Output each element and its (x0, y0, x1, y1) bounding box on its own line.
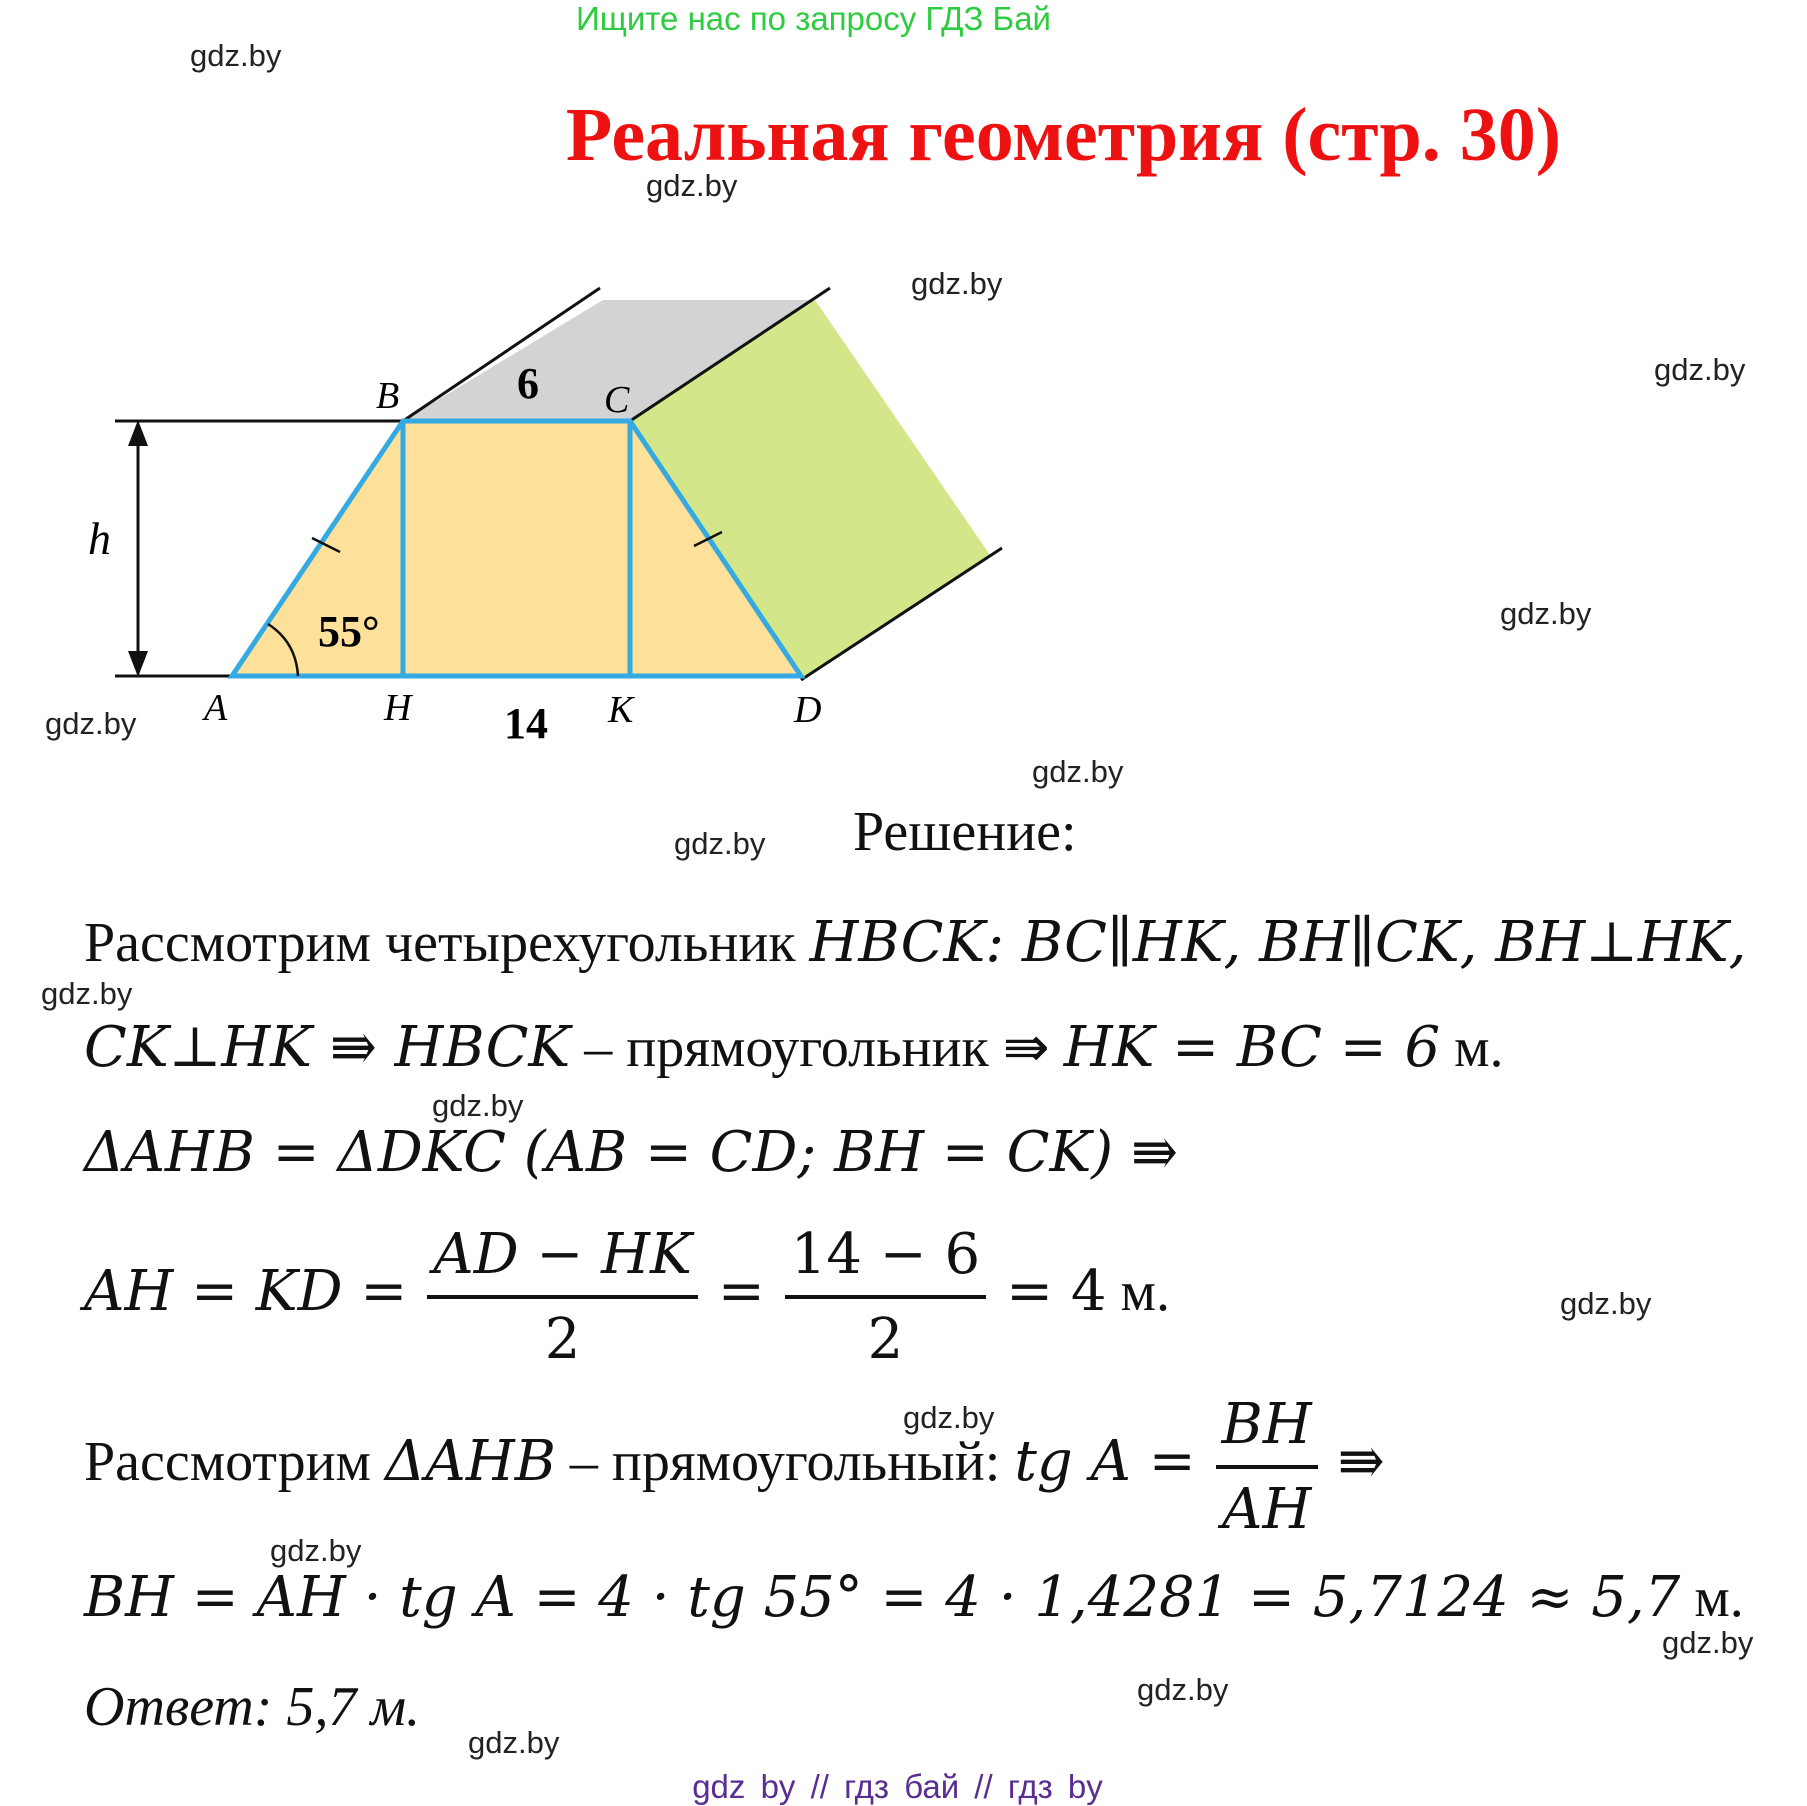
watermark: gdz.by (646, 168, 738, 203)
watermark: gdz.by (1137, 1672, 1229, 1707)
fraction: $\frac{AD - HK}{2}$ (427, 1222, 698, 1372)
watermark: gdz.by (468, 1725, 560, 1760)
trapezoid-figure (0, 270, 1020, 760)
fraction: $\frac{14 - 6}{2}$ (785, 1222, 986, 1372)
watermark: gdz.by (1500, 596, 1592, 631)
watermark: gdz.by (1032, 754, 1124, 789)
watermark: gdz.by (190, 38, 282, 73)
watermark: gdz.by (432, 1088, 524, 1123)
label-b: B (376, 375, 400, 417)
watermark: gdz.by (1662, 1625, 1754, 1660)
watermark: gdz.by (674, 826, 766, 861)
solution-line-2: CK⊥HK ⇛ HBCK – прямоугольник ⇛ HK = BC = 6 м. (84, 1015, 1504, 1080)
page-title: Реальная геометрия (стр. 30) (565, 93, 1562, 177)
watermark: gdz.by (911, 266, 1003, 301)
label-a: A (204, 687, 228, 729)
fraction: $\frac{BH}{AH}$ (1216, 1392, 1318, 1542)
top-banner: Ищите нас по запросу ГДЗ Бай (576, 0, 1051, 37)
watermark: gdz.by (45, 706, 137, 741)
label-h: H (384, 687, 412, 729)
answer: Ответ: 5,7 м. (84, 1676, 421, 1738)
top-base-length: 6 (517, 359, 539, 408)
solution-line-1: Рассмотрим четырехугольник HBCK: BC∥HK, BH∥CK, BH⊥HK, (84, 910, 1747, 975)
watermark: gdz.by (270, 1533, 362, 1568)
label-k: K (608, 689, 634, 731)
solution-line-3: ΔAHB = ΔDKC (AB = CD; BH = CK) ⇛ (84, 1120, 1178, 1185)
label-h-height: h (88, 513, 111, 564)
footer-links[interactable]: gdz by // гдз бай // гдз by (692, 1768, 1103, 1805)
label-d: D (794, 689, 822, 731)
solution-line-4: AH = KD = $\frac{AD - HK}{2}$ = $\frac{14 - 6}{2}$ = 4 м. (84, 1222, 1170, 1372)
watermark: gdz.by (1560, 1286, 1652, 1321)
solution-line-6: BH = AH · tg A = 4 · tg 55° = 4 · 1,4281 = 5,7124 ≈ 5,7 м. (84, 1565, 1744, 1630)
bottom-base-length: 14 (504, 699, 548, 748)
angle-label: 55° (318, 607, 380, 656)
solution-line-5: Рассмотрим ΔAHB – прямоугольный: tg A = $\frac{BH}{AH}$ ⇛ (84, 1392, 1385, 1542)
watermark: gdz.by (41, 976, 133, 1011)
label-c: C (604, 379, 630, 421)
solution-heading: Решение: (853, 801, 1077, 863)
watermark: gdz.by (1654, 352, 1746, 387)
watermark: gdz.by (903, 1400, 995, 1435)
